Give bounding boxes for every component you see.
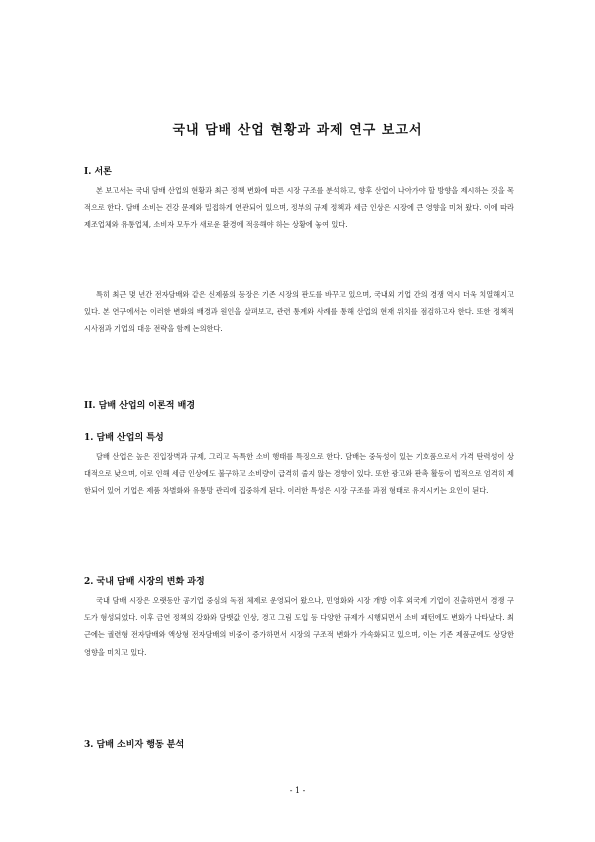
paragraph: 본 보고서는 국내 담배 산업의 현황과 최근 정책 변화에 따른 시장 구조를 분석하고, 향후 산업이 나아가야 할 방향을 제시하는 것을 목적으로 한다. 담배 소비는 건강 문제와 밀접하게 연관되어 있으며, 정부의 규제 정책과 세금 인상은 시장에 큰 영향을 미쳐 왔다. 이에 따라 제조업체와 유통업체, 소비자 모두가 새로운 환경에 적응해야 하는 상황에 놓여 있다.	[84, 186, 514, 230]
section-heading-background: II. 담배 산업의 이론적 배경	[84, 401, 196, 411]
paragraph: 국내 담배 시장은 오랫동안 공기업 중심의 독점 체제로 운영되어 왔으나, 민영화와 시장 개방 이후 외국계 기업이 진출하면서 경쟁 구도가 형성되었다. 이후 금연 정책의 강화와 담뱃값 인상, 경고 그림 도입 등 다양한 규제가 시행되면서 소비 패턴에도 변화가 나타났다. 최근에는 궐련형 전자담배와 액상형 전자담배의 비중이 증가하면서 시장의 구조적 변화가 가속화되고 있으며, 이는 기존 제품군에도 상당한 영향을 미치고 있다.	[84, 596, 514, 657]
subsection-heading-market-change: 2. 국내 담배 시장의 변화 과정	[84, 577, 205, 587]
subsection-heading-consumer: 3. 담배 소비자 행동 분석	[84, 740, 185, 750]
document-title: 국내 담배 산업 현황과 과제 연구 보고서	[172, 123, 423, 138]
paragraph: 담배 산업은 높은 진입장벽과 규제, 그리고 독특한 소비 행태를 특징으로 한다. 담배는 중독성이 있는 기호품으로서 가격 탄력성이 상대적으로 낮으며, 이로 인해 세금 인상에도 불구하고 소비량이 급격히 줄지 않는 경향이 있다. 또한 광고와 판촉 활동이 법적으로 엄격히 제한되어 있어 기업은 제품 차별화와 유통망 관리에 집중하게 된다. 이러한 특성은 시장 구조를 과점 형태로 유지시키는 요인이 된다.	[84, 452, 514, 496]
page-number: - 1 -	[289, 786, 306, 795]
subsection-heading-characteristics: 1. 담배 산업의 특성	[84, 433, 164, 443]
section-heading-intro: I. 서론	[84, 167, 112, 177]
paragraph: 특히 최근 몇 년간 전자담배와 같은 신제품의 등장은 기존 시장의 판도를 바꾸고 있으며, 국내외 기업 간의 경쟁 역시 더욱 치열해지고 있다. 본 연구에서는 이러한 변화의 배경과 원인을 살펴보고, 관련 통계와 사례를 통해 산업의 현재 위치를 점검하고자 한다. 또한 정책적 시사점과 기업의 대응 전략을 함께 논의한다.	[84, 290, 514, 334]
